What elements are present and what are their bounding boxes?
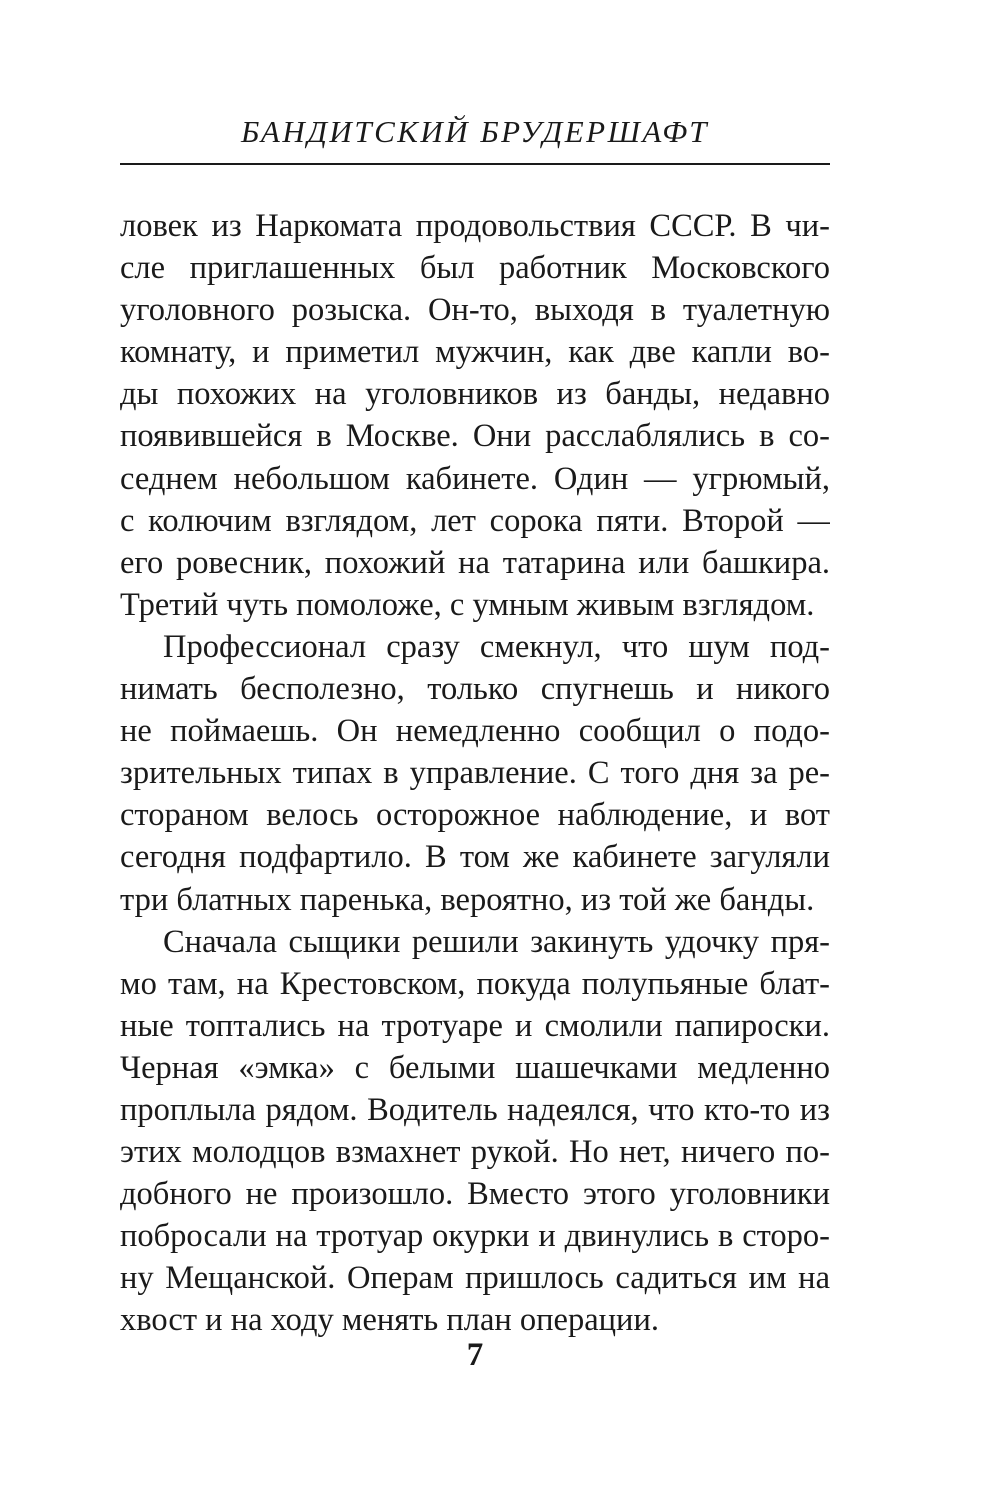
text-line: появившейся в Москве. Они расслаблялись в со-	[120, 418, 830, 455]
text-line: нимать бесполезно, только спугнешь и никого	[120, 671, 830, 708]
text-line: проплыла рядом. Водитель надеялся, что кто-то из	[120, 1091, 830, 1128]
text-line: его ровесник, похожий на татарина или башкира.	[120, 544, 830, 581]
text-line: Черная «эмка» с белыми шашечками медленно	[120, 1049, 830, 1086]
text-line: седнем небольшом кабинете. Один — угрюмый,	[120, 460, 830, 497]
text-line: три блатных паренька, вероятно, из той же банды.	[120, 881, 815, 918]
text-line: Третий чуть помоложе, с умным живым взглядом.	[120, 586, 815, 623]
text-line: хвост и на ходу менять план операции.	[120, 1302, 659, 1339]
text-line: с колючим взглядом, лет сорока пяти. Второй —	[120, 502, 830, 539]
text-line: ные топтались на тротуаре и смолили папироски.	[120, 1007, 830, 1044]
text-line: уголовного розыска. Он-то, выходя в туалетную	[120, 292, 830, 329]
header-rule	[120, 163, 830, 165]
text-line: ну Мещанской. Операм пришлось садиться им на	[120, 1260, 830, 1297]
text-line: Сначала сыщики решили закинуть удочку пря-	[163, 923, 830, 960]
page-number: 7	[466, 1337, 484, 1373]
text-line: мо там, на Крестовском, покуда полупьяные блат-	[120, 965, 830, 1002]
text-line: этих молодцов взмахнет рукой. Но нет, ничего по-	[120, 1134, 830, 1171]
text-line: сегодня подфартило. В том же кабинете загуляли	[120, 839, 830, 876]
text-line: не поймаешь. Он немедленно сообщил о подо-	[120, 713, 830, 750]
text-line: сле приглашенных был работник Московского	[120, 250, 830, 287]
text-line: побросали на тротуар окурки и двинулись в сторо-	[120, 1218, 830, 1255]
text-line: ловек из Наркомата продовольствия СССР. В чи-	[120, 208, 830, 244]
text-line: ды похожих на уголовников из банды, недавно	[120, 376, 830, 413]
text-line: Профессионал сразу смекнул, что шум под-	[163, 628, 830, 665]
text-line: стораном велось осторожное наблюдение, и вот	[120, 797, 830, 834]
running-head: БАНДИТСКИЙ БРУДЕРШАФТ	[240, 114, 710, 149]
text-line: добного не произошло. Вместо этого уголовники	[120, 1176, 830, 1213]
body-text	[120, 205, 830, 1342]
text-line: комнату, и приметил мужчин, как две капли во-	[120, 334, 830, 371]
text-line: зрительных типах в управление. С того дня за ре-	[120, 755, 830, 792]
